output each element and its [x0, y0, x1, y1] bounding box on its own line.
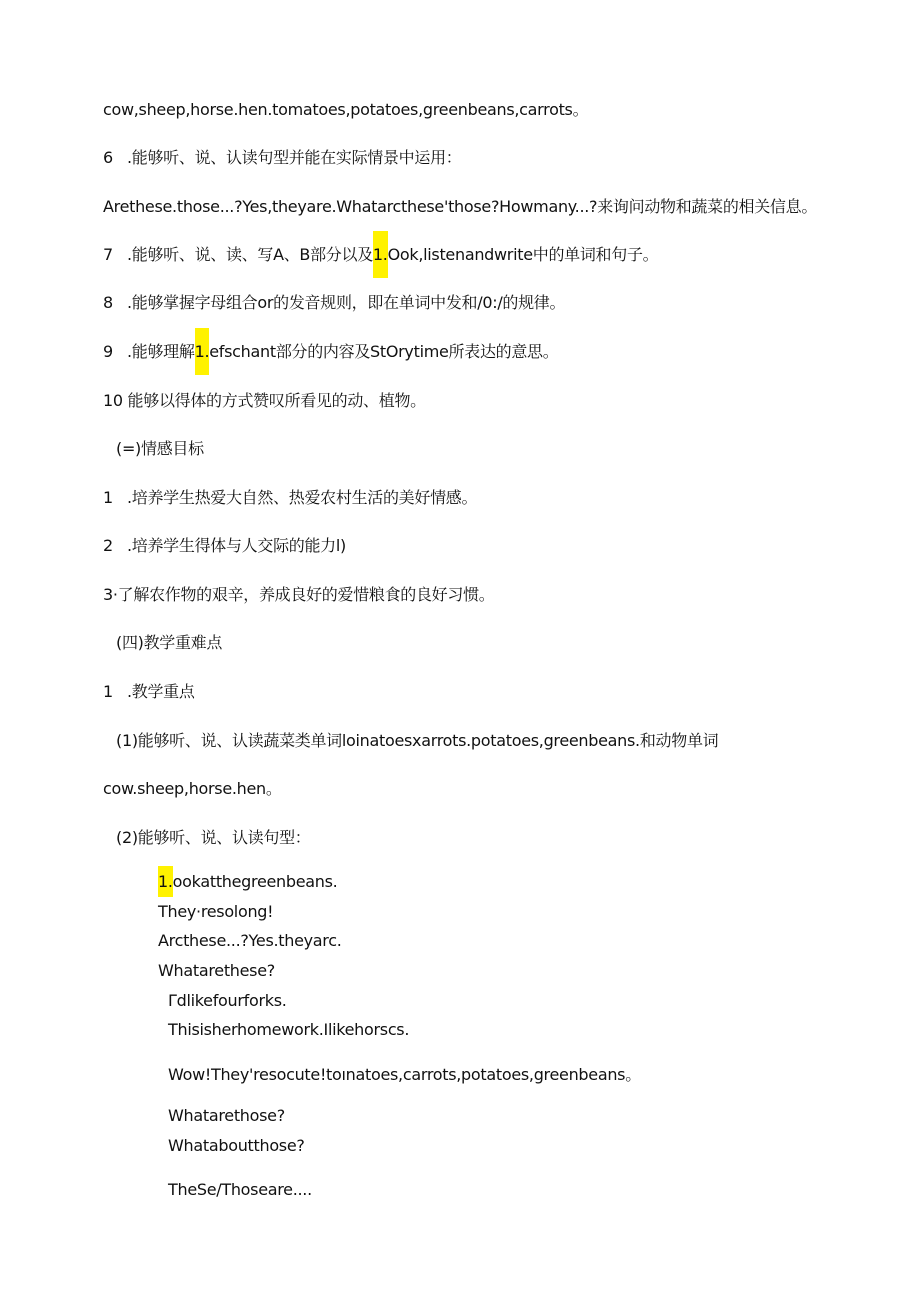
sentence-example — [158, 930, 342, 952]
line-text: 10 能够以得体的方式赞叹所看见的动、植物。 — [103, 391, 426, 410]
line-text: .能够听、说、读、写A、B部分以及 — [127, 245, 373, 264]
animal-vocab-line — [103, 778, 282, 800]
line-text: efschant部分的内容及StOrytime所表达的意思。 — [209, 342, 559, 361]
line-text: .培养学生热爱大自然、热爱农村生活的美好情感。 — [127, 488, 478, 507]
line-text: .能够理解 — [127, 342, 195, 361]
line-text: Arethese.those...?Yes,theyare.Whatarcthese'those?Howmany...?来询问动物和蔬菜的相关信息。 — [103, 197, 818, 216]
item-number: 6 — [103, 148, 113, 167]
item-number: 1 — [103, 682, 113, 701]
vocab-line — [103, 99, 588, 121]
item-number: 1 — [103, 488, 113, 507]
item-number: 9 — [103, 342, 113, 361]
line-text: Arcthese...?Yes.theyarc. — [158, 931, 342, 950]
line-text: .培养学生得体与人交际的能力l) — [127, 536, 346, 555]
item-number: 2 — [103, 536, 113, 555]
emotional-goal-3 — [103, 584, 494, 606]
sentence-example — [168, 1064, 641, 1086]
item-number: 8 — [103, 293, 113, 312]
line-text: Wow!They'resocute!toınatoes,carrots,potatoes,greenbeans。 — [168, 1065, 641, 1084]
line-text: 3·了解农作物的艰辛，养成良好的爱惜粮食的良好习惯。 — [103, 585, 495, 604]
line-text: (四)教学重难点 — [116, 633, 223, 652]
sentence-example — [168, 1135, 305, 1157]
emotional-goal-1 — [103, 487, 477, 509]
objective-7 — [103, 244, 658, 266]
line-text: .能够听、说、认读句型并能在实际情景中运用： — [127, 148, 462, 167]
key-point-vocab — [116, 730, 718, 752]
section-heading-key-points — [116, 632, 222, 654]
highlight-mark: 1. — [158, 866, 173, 897]
sentence-example — [158, 960, 275, 982]
line-text: Γdlikefourforks. — [168, 991, 287, 1010]
highlight-mark: 1. — [373, 231, 388, 278]
emotional-goal-2 — [103, 535, 346, 557]
sentence-pattern-line — [103, 196, 817, 218]
key-point-1 — [103, 681, 195, 703]
line-text: (1)能够听、说、认读蔬菜类单词loinatoesxarrots.potatoes,greenbeans.和动物单词 — [116, 731, 719, 750]
line-text: They·resolong! — [158, 902, 274, 921]
line-text: .能够掌握字母组合or的发音规则，即在单词中发和/0:/的规律。 — [127, 293, 566, 312]
line-text: (2)能够听、说、认读句型： — [116, 828, 311, 847]
sentence-example — [168, 1105, 285, 1127]
sentence-example — [158, 901, 273, 923]
line-text: cow,sheep,horse.hen.tomatoes,potatoes,greenbeans,carrots。 — [103, 100, 589, 119]
objective-8 — [103, 292, 565, 314]
item-number: 7 — [103, 245, 113, 264]
sentence-example — [158, 871, 337, 893]
line-text: Thisisherhomework.Ilikehorscs. — [168, 1020, 410, 1039]
line-text: (=)情感目标 — [116, 439, 204, 458]
line-text: TheSe/Thoseare.... — [168, 1180, 312, 1199]
line-text: Ook,listenandwrite中的单词和句子。 — [387, 245, 659, 264]
objective-9 — [103, 341, 558, 363]
section-heading-emotional-goals — [116, 438, 204, 460]
objective-10 — [103, 390, 426, 412]
sentence-example — [168, 1019, 409, 1041]
sentence-example — [168, 990, 287, 1012]
sentence-example — [168, 1179, 312, 1201]
highlight-mark: 1. — [195, 328, 210, 375]
objective-6 — [103, 147, 462, 169]
line-text: .教学重点 — [127, 682, 195, 701]
line-text: cow.sheep,horse.hen。 — [103, 779, 282, 798]
key-point-sentences — [116, 827, 310, 849]
line-text: ookatthegreenbeans. — [172, 872, 338, 891]
line-text: Whatarethese? — [158, 961, 275, 980]
line-text: Whataboutthose? — [168, 1136, 305, 1155]
line-text: Whatarethose? — [168, 1106, 285, 1125]
